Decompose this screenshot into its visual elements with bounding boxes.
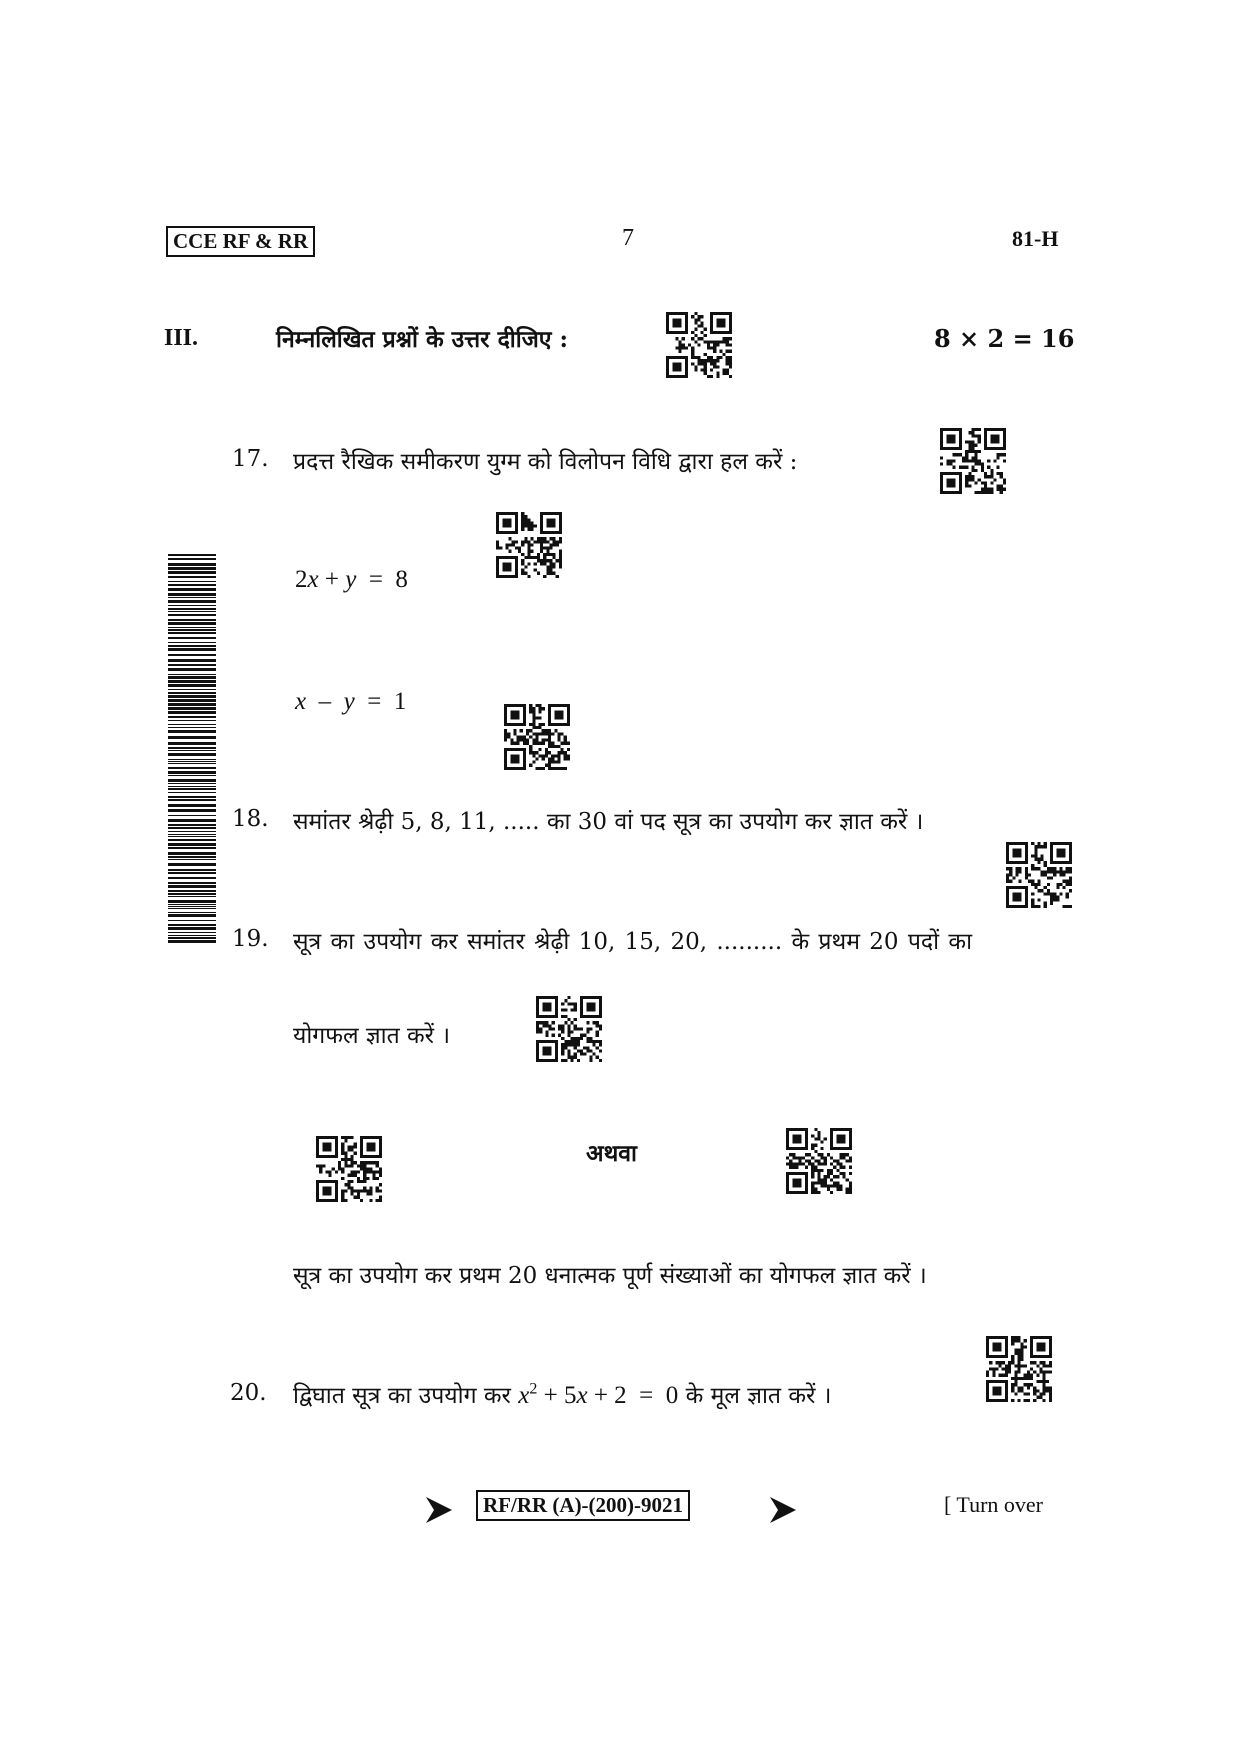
barcode-icon: [168, 554, 216, 946]
q17-equation-1: 2x + y = 8: [295, 566, 408, 593]
q20-text: द्विघात सूत्र का उपयोग कर $x^2 + 5x + 2 = 0$ के मूल ज्ञात करें ।: [293, 1380, 832, 1409]
q20-number: 20.: [230, 1380, 267, 1406]
qr-code-icon: [536, 996, 602, 1062]
footer-code: RF/RR (A)-(200)-9021: [476, 1490, 690, 1521]
header-left-code: CCE RF & RR: [166, 226, 315, 257]
qr-code-icon: [986, 1336, 1052, 1402]
arrow-right-icon: [424, 1495, 454, 1525]
q17-number: 17.: [232, 446, 269, 472]
or-label: अथवा: [586, 1140, 638, 1167]
qr-code-icon: [316, 1136, 382, 1202]
q17-equation-2: x – y = 1: [295, 688, 407, 715]
header-right-code: 81-H: [1012, 226, 1059, 251]
section-marks: 8 × 2 = 16: [934, 324, 1075, 353]
section-roman: III.: [164, 325, 199, 351]
q18-text: समांतर श्रेढ़ी 5, 8, 11, ..... का 30 वां पद सूत्र का उपयोग कर ज्ञात करें ।: [293, 809, 924, 835]
q19-alt-text: सूत्र का उपयोग कर प्रथम 20 धनात्मक पूर्ण संख्याओं का योगफल ज्ञात करें ।: [293, 1263, 927, 1289]
qr-code-icon: [1006, 842, 1072, 908]
turn-over-label: [ Turn over: [944, 1492, 1044, 1517]
q19-line-2: योगफल ज्ञात करें ।: [293, 1023, 451, 1049]
qr-code-icon: [496, 512, 562, 578]
qr-code-icon: [940, 428, 1006, 494]
qr-code-icon: [786, 1128, 852, 1194]
q19-number: 19.: [232, 926, 269, 952]
section-instruction: निम्नलिखित प्रश्नों के उत्तर दीजिए :: [276, 326, 568, 353]
page-number: 7: [622, 225, 634, 251]
q18-number: 18.: [232, 806, 269, 832]
q19-line-1: सूत्र का उपयोग कर समांतर श्रेढ़ी 10, 15, 20, ......... के प्रथम 20 पदों का: [293, 929, 973, 955]
q17-text: प्रदत्त रैखिक समीकरण युग्म को विलोपन विधि द्वारा हल करें :: [293, 449, 798, 475]
arrow-right-icon: [768, 1495, 798, 1525]
qr-code-icon: [504, 704, 570, 770]
qr-code-icon: [666, 312, 732, 378]
